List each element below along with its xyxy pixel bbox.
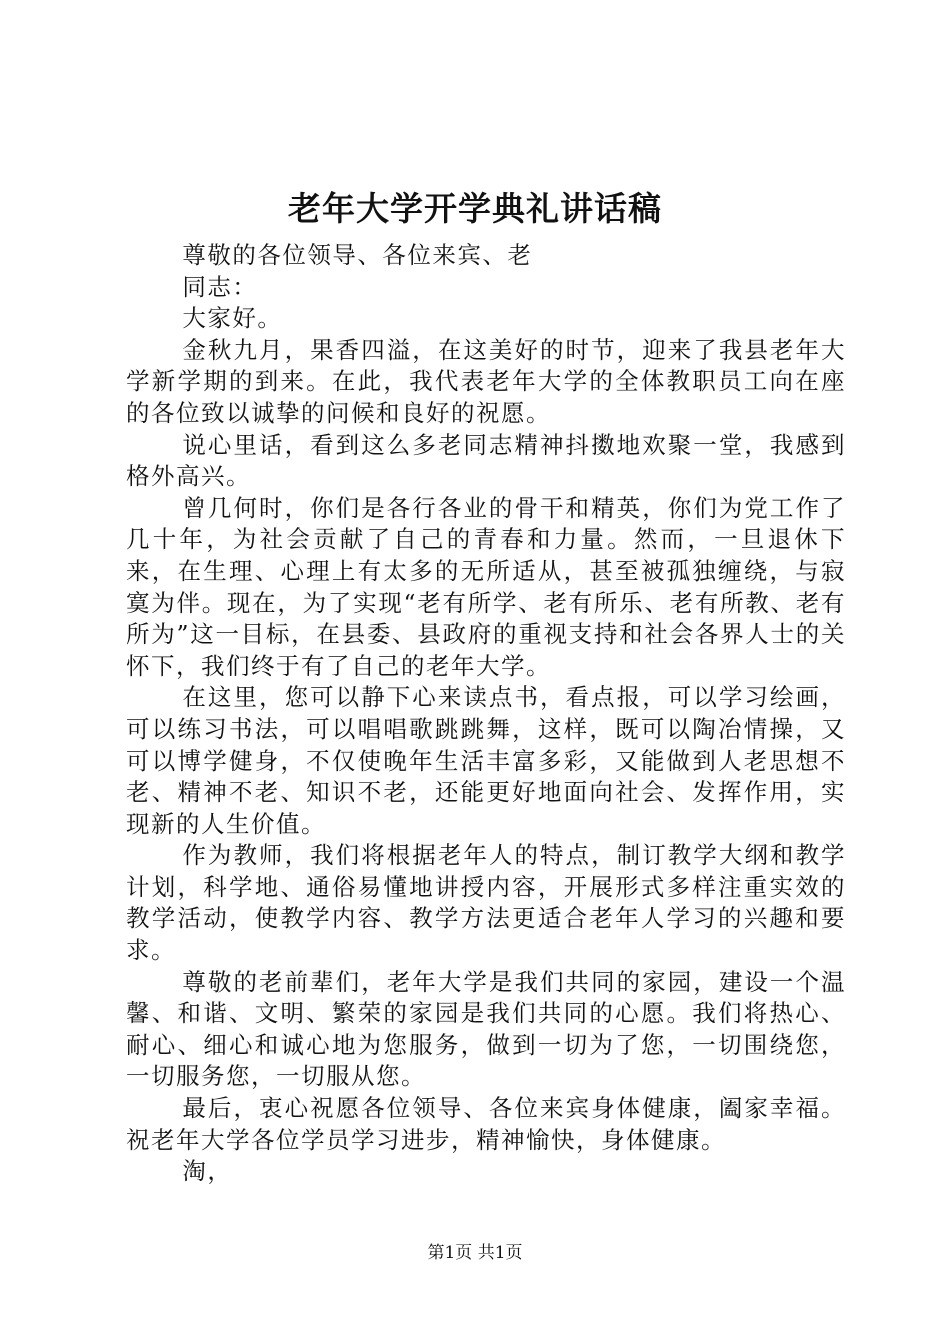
paragraph: 说心里话，看到这么多老同志精神抖擞地欢聚一堂，我感到格外高兴。 [126,430,846,491]
page-footer: 第1页 共1页 [427,1243,523,1263]
paragraph: 尊敬的老前辈们，老年大学是我们共同的家园，建设一个温馨、和谐、文明、繁荣的家园是我们共同的心愿。我们将热心、耐心、细心和诚心地为您服务，做到一切为了您，一切围绕您，一切服务您，一切服从您。 [126,967,846,1091]
paragraph: 金秋九月，果香四溢，在这美好的时节，迎来了我县老年大学新学期的到来。在此，我代表老年大学的全体教职员工向在座的各位致以诚挚的问候和良好的祝愿。 [126,335,846,427]
paragraph-salutation: 尊敬的各位领导、各位来宾、老 [182,241,533,269]
paragraph: 在这里，您可以静下心来读点书，看点报，可以学习绘画，可以练习书法，可以唱唱歌跳跳舞，这样，既可以陶冶情操，又可以博学健身，不仅使晚年生活丰富多彩，又能做到人老思想不老、精神不老、知识不老，还能更好地面向社会、发挥作用，实现新的人生价值。 [126,683,846,838]
paragraph: 曾几何时，你们是各行各业的骨干和精英，你们为党工作了几十年，为社会贡献了自己的青春和力量。然而，一旦退休下来，在生理、心理上有太多的无所适从，甚至被孤独缠绕，与寂寞为伴。现在，为了实现“老有所学、老有所乐、老有所教、老有所为”这一目标，在县委、县政府的重视支持和社会各界人士的关怀下，我们终于有了自己的老年大学。 [126,493,846,680]
paragraph-salutation-cont: 同志： [182,272,258,301]
paragraph-greeting: 大家好。 [182,304,283,333]
document-title: 老年大学开学典礼讲话稿 [288,189,662,228]
paragraph-closing: 最后，衷心祝愿各位领导、各位来宾身体健康，阖家幸福。祝老年大学各位学员学习进步，精神愉快，身体健康。 [126,1094,846,1154]
paragraph: 作为教师，我们将根据老年人的特点，制订教学大纲和教学计划，科学地、通俗易懂地讲授内容，开展形式多样注重实效的教学活动，使教学内容、教学方法更适合老年人学习的兴趣和要求。 [126,841,846,965]
document-body [126,240,846,1188]
paragraph-trailing: 淘， [182,1157,233,1186]
